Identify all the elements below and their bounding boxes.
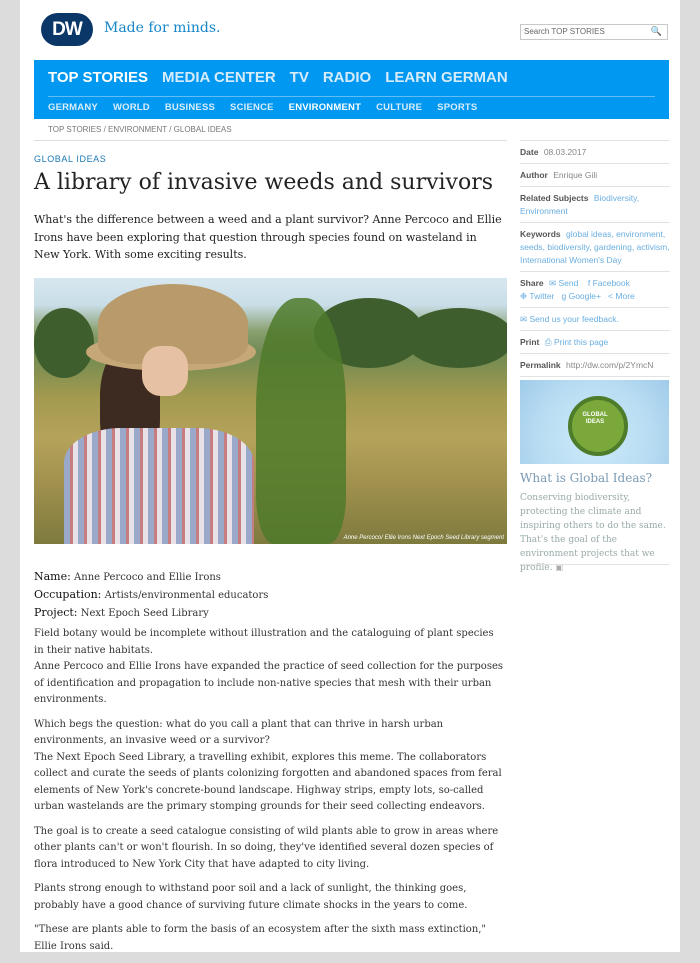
article-body xyxy=(34,626,504,963)
permalink-value[interactable]: http://dw.com/p/2YmcN xyxy=(566,360,654,370)
permalink-row xyxy=(520,353,670,376)
related-row xyxy=(520,186,670,222)
subnav-business[interactable]: BUSINESS xyxy=(164,102,216,113)
article-facts xyxy=(34,568,268,622)
mail-icon: ✉ xyxy=(520,314,528,324)
print-link[interactable]: ⎙ Print this page xyxy=(544,337,609,347)
fact-label: Occupation: xyxy=(34,588,102,601)
feedback-link[interactable]: ✉ Send us your feedback. xyxy=(520,314,619,324)
share-label: Share xyxy=(520,278,544,288)
breadcrumb[interactable]: TOP STORIES / ENVIRONMENT / GLOBAL IDEAS xyxy=(48,125,232,134)
photo-tree xyxy=(404,308,507,368)
photo-face xyxy=(142,346,188,396)
fact-value: Anne Percoco and Ellie Irons xyxy=(74,572,221,583)
photo-tree xyxy=(34,308,94,378)
divider xyxy=(520,564,670,565)
external-link-icon[interactable]: ▣ xyxy=(555,563,563,572)
print-label: Print xyxy=(520,337,540,347)
paragraph: Which begs the question: what do you call a plant that can thrive in harsh urban environments, an invasive weed or a survivor? The Next Epoch Seed Library, a travelling exhibit, explores this meme. The collaborators collect and curate the seeds of plants colonizing forgotten and abandoned spaces from feral elements of New York's concrete-bound landscape. Highway strips, empty lots, so-called urban wastelands are the primary stomping grounds for their seed collecting endeavors. xyxy=(34,718,502,812)
share-facebook[interactable]: f Facebook xyxy=(587,278,630,288)
search-input[interactable] xyxy=(520,24,668,40)
article-intro: What's the difference between a weed and a plant survivor? Anne Percoco and Ellie Irons have been exploring that question through species found on wasteland in New York. With some exciting results. xyxy=(34,213,502,261)
paragraph: Field botany would be incomplete without illustration and the cataloguing of plant species in their native habitats. Anne Percoco and Ellie Irons have expanded the practice of seed collection for the purposes of identification and propagation to include non-native species that mesh with their urban environments. xyxy=(34,628,503,705)
promo-text: Conserving biodiversity, protecting the climate and inspiring others to do the same. That's the goal of the environment projects that we profile. ▣ xyxy=(520,493,666,573)
share-send[interactable]: ✉ Send xyxy=(549,278,579,288)
subnav-world[interactable]: WORLD xyxy=(112,102,150,113)
related-links[interactable]: Biodiversity, Environment xyxy=(520,193,640,216)
author-row xyxy=(520,163,670,186)
keywords-row xyxy=(520,222,670,271)
globe-icon xyxy=(568,396,628,456)
subnav-culture[interactable]: CULTURE xyxy=(376,102,423,113)
feedback-row xyxy=(520,307,670,330)
related-label: Related Subjects xyxy=(520,193,589,203)
nav-media-center[interactable]: MEDIA CENTER xyxy=(162,69,276,86)
print-icon: ⎙ xyxy=(544,337,552,347)
author-label: Author xyxy=(520,170,548,180)
subnav-science[interactable]: SCIENCE xyxy=(230,102,274,113)
keywords-label: Keywords xyxy=(520,229,561,239)
promo-badge: GLOBAL IDEAS xyxy=(582,412,608,425)
share-row xyxy=(520,271,670,307)
date-value: 08.03.2017 xyxy=(543,147,587,157)
keyword-links[interactable]: global ideas, environment, seeds, biodiversity, gardening, activism, International Women's Day xyxy=(520,229,670,265)
share-twitter[interactable]: ❉ Twitter xyxy=(520,291,555,301)
nav-divider xyxy=(48,96,655,97)
share-icon: < xyxy=(608,291,614,301)
photo-credit: Anne Percoco/ Ellie Irons Next Epoch Seed Library segment xyxy=(343,535,504,541)
nav-tv[interactable]: TV xyxy=(289,69,309,86)
fact-label: Name: xyxy=(34,570,71,583)
main-navigation xyxy=(34,60,669,119)
subnav-environment[interactable]: ENVIRONMENT xyxy=(288,102,362,113)
global-ideas-promo-image[interactable] xyxy=(520,380,669,464)
google-plus-icon: g xyxy=(561,291,567,301)
date-label: Date xyxy=(520,147,539,157)
paragraph: Plants strong enough to withstand poor soil and a lack of sunlight, the thinking goes, probably have a good chance of surviving future climate shocks in the years to come. xyxy=(34,883,468,911)
photo-shirt xyxy=(64,428,254,544)
facebook-icon: f xyxy=(587,278,591,288)
paragraph: "These are plants able to form the basis of an ecosystem after the sixth mass extinction," Ellie Irons said. xyxy=(34,924,487,952)
dw-logo[interactable]: DW xyxy=(41,13,93,46)
nav-radio[interactable]: RADIO xyxy=(322,69,372,86)
nav-learn-german[interactable]: LEARN GERMAN xyxy=(385,69,508,86)
sidebar-divider xyxy=(520,376,670,377)
tagline: Made for minds. xyxy=(104,20,221,36)
twitter-icon: ❉ xyxy=(520,291,528,301)
article-title: A library of invasive weeds and survivors xyxy=(34,170,494,195)
share-google[interactable]: g Google+ xyxy=(561,291,601,301)
subnav-sports[interactable]: SPORTS xyxy=(437,102,478,113)
author-value: Enrique Gili xyxy=(553,170,598,180)
fact-label: Project: xyxy=(34,606,78,619)
share-more[interactable]: < More xyxy=(608,291,635,301)
mail-icon: ✉ xyxy=(549,278,557,288)
nav-top-stories[interactable]: TOP STORIES xyxy=(48,69,149,86)
fact-value: Next Epoch Seed Library xyxy=(80,608,209,619)
article-photo[interactable] xyxy=(34,278,507,544)
search-icon[interactable]: 🔍 xyxy=(650,26,662,36)
article-kicker[interactable]: GLOBAL IDEAS xyxy=(34,154,107,164)
divider xyxy=(34,140,507,141)
photo-plant xyxy=(256,298,346,544)
date-row xyxy=(520,140,670,163)
article-sidebar xyxy=(520,140,670,377)
permalink-label: Permalink xyxy=(520,360,561,370)
promo-title[interactable]: What is Global Ideas? xyxy=(520,471,653,485)
search-placeholder: Search TOP STORIES xyxy=(524,27,605,36)
fact-value: Artists/environmental educators xyxy=(104,590,269,601)
subnav-germany[interactable]: GERMANY xyxy=(48,102,98,113)
paragraph: The goal is to create a seed catalogue consisting of wild plants able to grow in areas where other plants can't or won't flourish. In so doing, they've identified several dozen species of flora introduced to New York City that have adapted to city living. xyxy=(34,825,499,870)
page xyxy=(20,0,680,952)
print-row xyxy=(520,330,670,353)
